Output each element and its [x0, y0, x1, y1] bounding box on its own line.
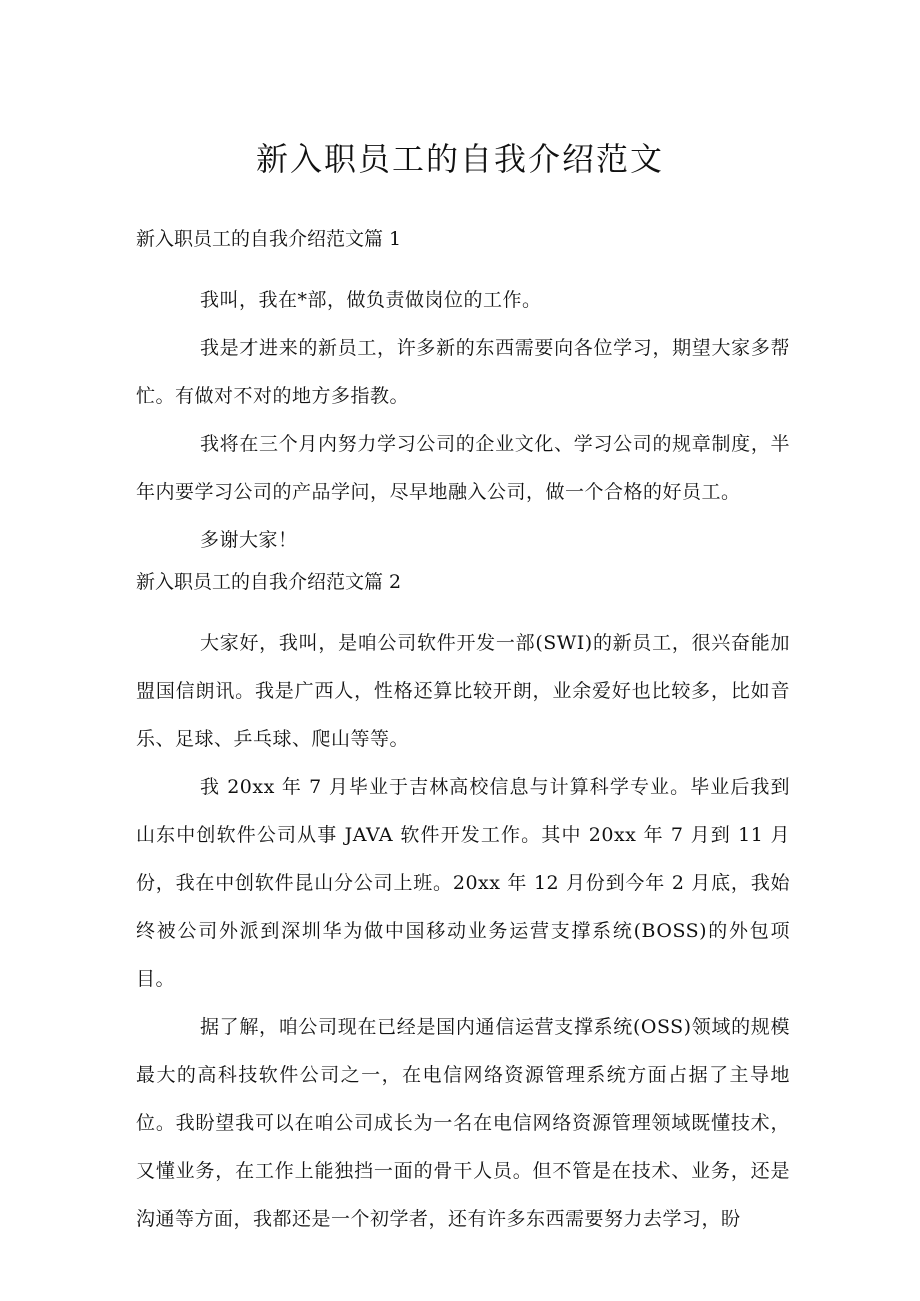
- section-heading: 新入职员工的自我介绍范文篇 1: [136, 228, 402, 250]
- paragraph: 我是才进来的新员工，许多新的东西需要向各位学习，期望大家多帮忙。有做对不对的地方多指教。: [136, 337, 790, 407]
- paragraph: 我叫，我在*部，做负责做岗位的工作。: [200, 289, 542, 311]
- paragraph: 我将在三个月内努力学习公司的企业文化、学习公司的规章制度，半年内要学习公司的产品学问，尽早地融入公司，做一个合格的好员工。: [136, 433, 790, 503]
- section-1: [136, 221, 790, 564]
- paragraph: 多谢大家！: [200, 529, 298, 551]
- document-body: [136, 221, 790, 1243]
- paragraph: 大家好，我叫，是咱公司软件开发一部(SWI)的新员工，很兴奋能加盟国信朗讯。我是广西人，性格还算比较开朗，业余爱好也比较多，比如音乐、足球、乒乓球、爬山等等。: [136, 632, 790, 750]
- paragraph: 我 20xx 年 7 月毕业于吉林高校信息与计算科学专业。毕业后我到山东中创软件公司从事 JAVA 软件开发工作。其中 20xx 年 7 月到 11 月份，我在中创软件昆山分公司上班。20xx 年 12 月份到今年 2 月底，我始终被公司外派到深圳华为做中国移动业务运营支撑系统(BOSS)的外包项目。: [136, 776, 790, 990]
- section-heading: 新入职员工的自我介绍范文篇 2: [136, 571, 402, 593]
- document-title: 新入职员工的自我介绍范文: [255, 140, 664, 178]
- section-2: [136, 564, 790, 1243]
- paragraph: 据了解，咱公司现在已经是国内通信运营支撑系统(OSS)领域的规模最大的高科技软件公司之一，在电信网络资源管理系统方面占据了主导地位。我盼望我可以在咱公司成长为一名在电信网络资源管理领域既懂技术，又懂业务，在工作上能独挡一面的骨干人员。但不管是在技术、业务，还是沟通等方面，我都还是一个初学者，还有许多东西需要努力去学习，盼: [136, 1016, 790, 1230]
